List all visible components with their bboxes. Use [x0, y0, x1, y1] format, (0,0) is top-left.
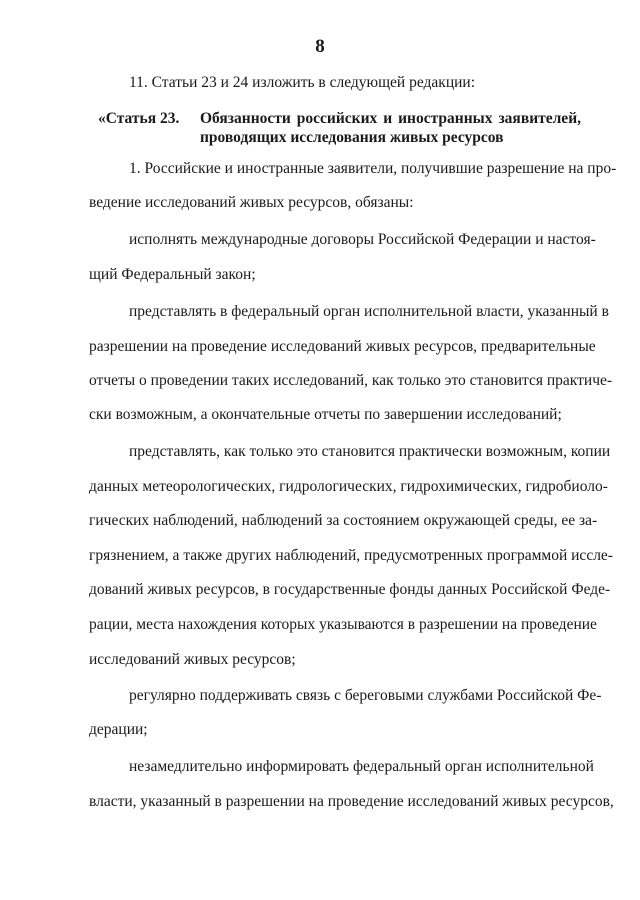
- paragraph-line: дерации;: [89, 721, 148, 738]
- article-title-line: Обязанности российских и иностранных заявителей,: [200, 110, 581, 127]
- page-number: 8: [315, 36, 325, 57]
- paragraph-line: ски возможным, а окончательные отчеты по завершении исследований;: [89, 406, 562, 423]
- paragraph-line: представлять в федеральный орган исполнительной власти, указанный в: [129, 303, 609, 320]
- paragraph-line: рации, места нахождения которых указываются в разрешении на проведение: [89, 616, 597, 633]
- paragraph-line: власти, указанный в разрешении на проведение исследований живых ресурсов,: [89, 793, 614, 810]
- paragraph-line: исполнять международные договоры Российской Федерации и настоя-: [129, 231, 596, 248]
- paragraph-line: регулярно поддерживать связь с береговыми службами Российской Фе-: [129, 687, 602, 704]
- paragraph-line: грязнением, а также других наблюдений, предусмотренных программой иссле-: [89, 547, 613, 564]
- paragraph-line: представлять, как только это становится практически возможным, копии: [129, 443, 611, 460]
- paragraph-line: отчеты о проведении таких исследований, как только это становится практиче-: [89, 372, 613, 389]
- paragraph-line: щий Федеральный закон;: [89, 266, 256, 283]
- paragraph-line: разрешении на проведение исследований живых ресурсов, предварительные: [89, 338, 596, 355]
- paragraph-line: гических наблюдений, наблюдений за состоянием окружающей среды, ее за-: [89, 512, 598, 529]
- paragraph-line: 1. Российские и иностранные заявители, получившие разрешение на про-: [129, 160, 617, 177]
- paragraph-line: исследований живых ресурсов;: [89, 651, 296, 668]
- paragraph-line: дований живых ресурсов, в государственные фонды данных Российской Феде-: [89, 581, 611, 598]
- paragraph-line: данных метеорологических, гидрологических, гидрохимических, гидробиоло-: [89, 478, 608, 495]
- intro-line: 11. Статьи 23 и 24 изложить в следующей редакции:: [129, 74, 476, 91]
- article-title-line: проводящих исследования живых ресурсов: [200, 129, 504, 146]
- paragraph-line: ведение исследований живых ресурсов, обязаны:: [89, 194, 414, 211]
- article-label: «Статья 23.: [98, 110, 180, 127]
- paragraph-line: незамедлительно информировать федеральный орган исполнительной: [129, 758, 594, 775]
